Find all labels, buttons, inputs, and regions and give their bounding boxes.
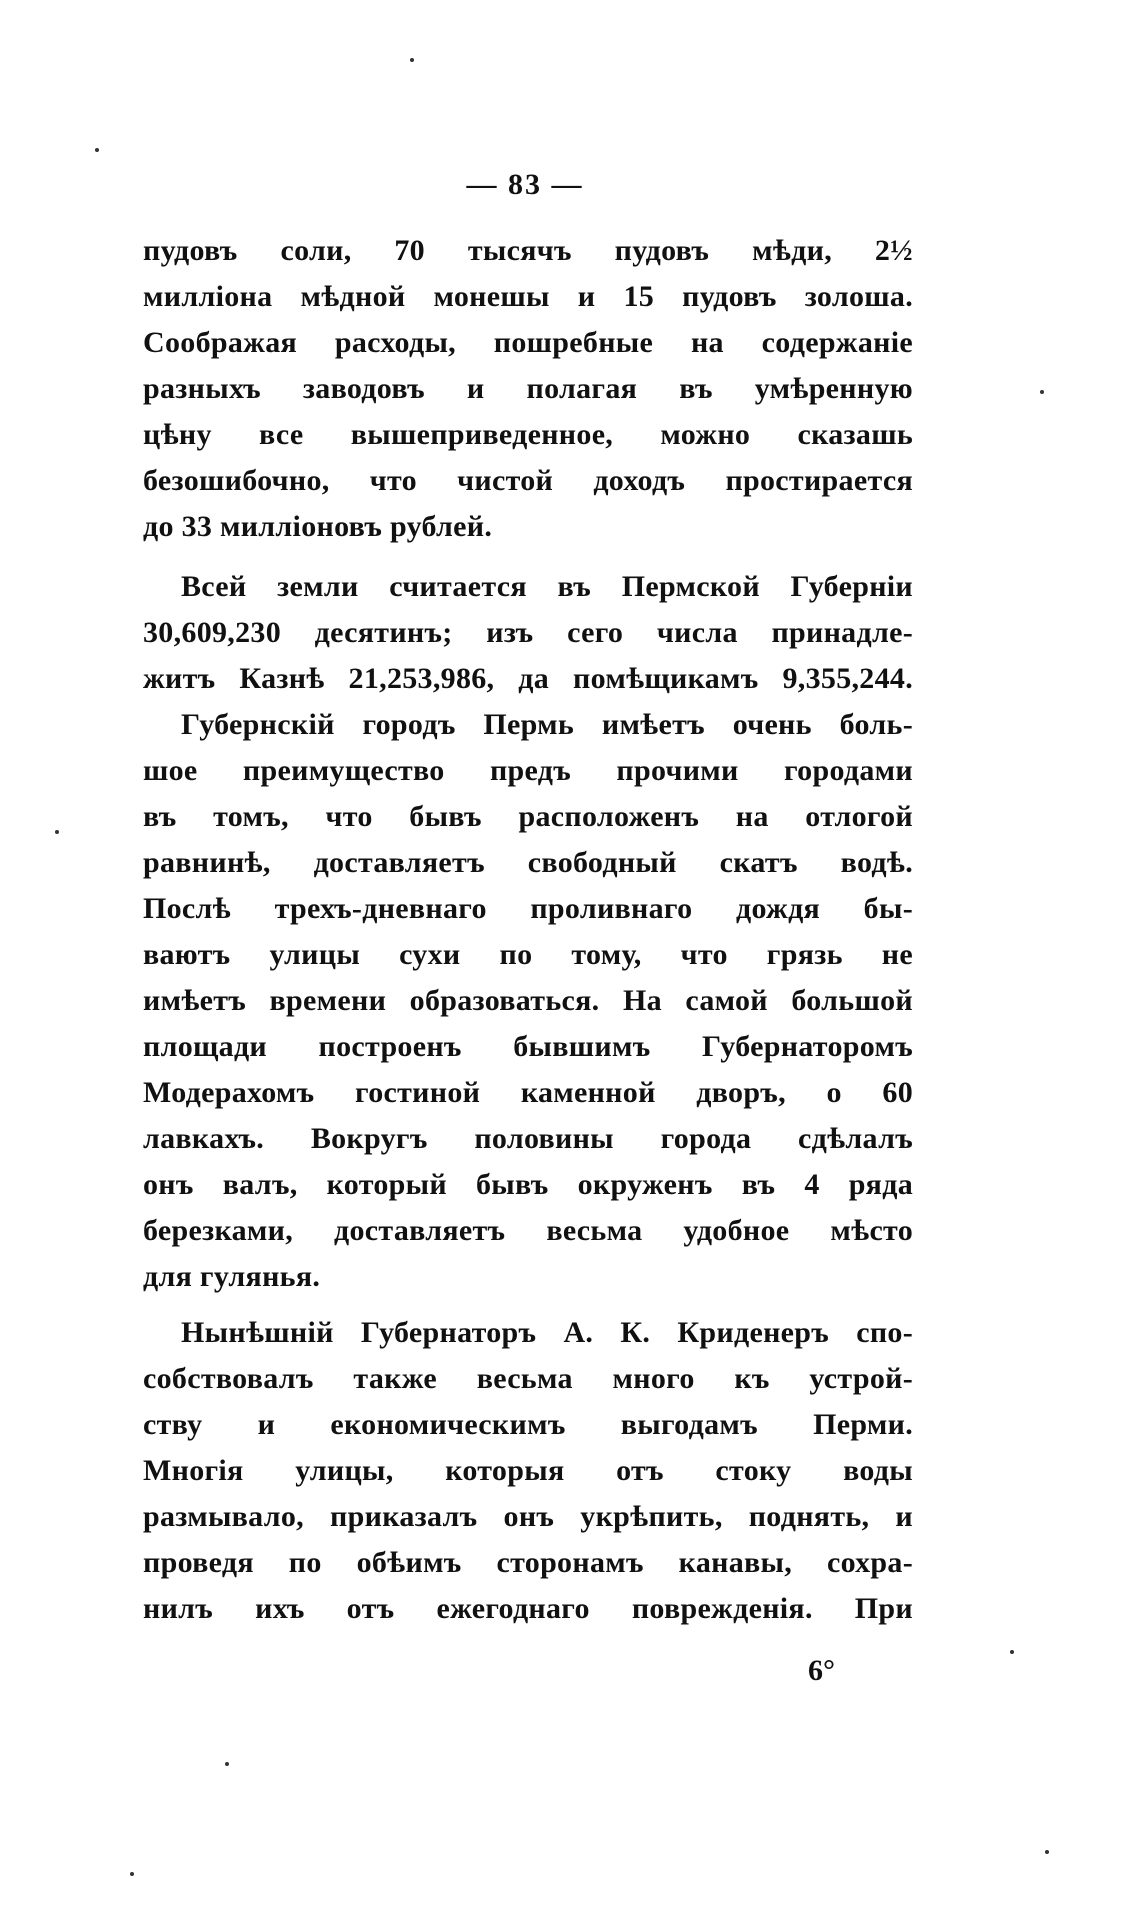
- paragraph-4: [143, 1310, 913, 1632]
- text-line: нилъ ихъ отъ ежегоднаго поврежденія. При: [143, 1592, 913, 1625]
- text-line: имѣетъ времени образоваться. На самой большой: [143, 984, 913, 1017]
- scan-speck: [95, 148, 99, 152]
- text-line: онъ валъ, который бывъ окруженъ въ 4 ряда: [143, 1168, 913, 1201]
- text-line: ваютъ улицы сухи по тому, что грязь не: [143, 938, 913, 971]
- page-number-header: — 83 —: [466, 168, 584, 201]
- scan-speck: [225, 1762, 229, 1766]
- text-line: березками, доставляетъ весьма удобное мѣсто: [143, 1214, 913, 1247]
- text-line: собствовалъ также весьма много къ устрой-: [143, 1362, 913, 1395]
- signature-mark: 6°: [808, 1654, 835, 1687]
- text-line: Послѣ трехъ-дневнаго проливнаго дождя бы-: [143, 892, 913, 925]
- text-line: лавкахъ. Вокругъ половины города сдѣлалъ: [143, 1122, 913, 1155]
- scan-speck: [55, 830, 59, 834]
- text-line: безошибочно, что чистой доходъ простирается: [143, 464, 913, 497]
- text-line: Соображая расходы, пошребные на содержаніе: [143, 326, 913, 359]
- text-line: разныхъ заводовъ и полагая въ умѣренную: [143, 372, 913, 405]
- text-line: шое преимущество предъ прочими городами: [143, 754, 913, 787]
- text-line: въ томъ, что бывъ расположенъ на отлогой: [143, 800, 913, 833]
- text-line: Нынѣшній Губернаторъ А. К. Криденеръ спо-: [181, 1316, 913, 1349]
- scan-speck: [410, 58, 414, 62]
- text-line: житъ Казнѣ 21,253,986, да помѣщикамъ 9,355,244.: [143, 662, 913, 695]
- text-line: Многія улицы, которыя отъ стоку воды: [143, 1454, 913, 1487]
- text-line: цѣну все вышеприведенное, можно сказашь: [143, 418, 913, 451]
- text-line: 30,609,230 десятинъ; изъ сего числа принадле-: [143, 616, 913, 649]
- scan-speck: [1010, 1650, 1014, 1654]
- text-line: Всей земли считается въ Пермской Губерніи: [181, 570, 913, 603]
- text-line: до 33 милліоновъ рублей.: [143, 510, 493, 543]
- text-line: площади построенъ бывшимъ Губернаторомъ: [143, 1030, 913, 1063]
- text-line: проведя по обѣимъ сторонамъ канавы, сохра-: [143, 1546, 913, 1579]
- text-line: размывало, приказалъ онъ укрѣпить, поднять, и: [143, 1500, 913, 1533]
- text-line: пудовъ соли, 70 тысячъ пудовъ мѣди, 2½: [143, 234, 913, 267]
- text-line: Губернскій городъ Пермь имѣетъ очень боль-: [181, 708, 913, 741]
- paragraph-3: [143, 702, 913, 1300]
- scan-speck: [1040, 390, 1044, 394]
- text-line: для гулянья.: [143, 1260, 321, 1293]
- text-line: милліона мѣдной монешы и 15 пудовъ золоша.: [143, 280, 913, 313]
- scan-speck: [130, 1872, 134, 1876]
- paragraph-1: [143, 228, 913, 550]
- text-line: ству и економическимъ выгодамъ Перми.: [143, 1408, 913, 1441]
- scan-speck: [1045, 1850, 1049, 1854]
- text-line: Модерахомъ гостиной каменной дворъ, о 60: [143, 1076, 913, 1109]
- text-line: равнинѣ, доставляетъ свободный скатъ водѣ.: [143, 846, 913, 879]
- paragraph-2: [143, 564, 913, 702]
